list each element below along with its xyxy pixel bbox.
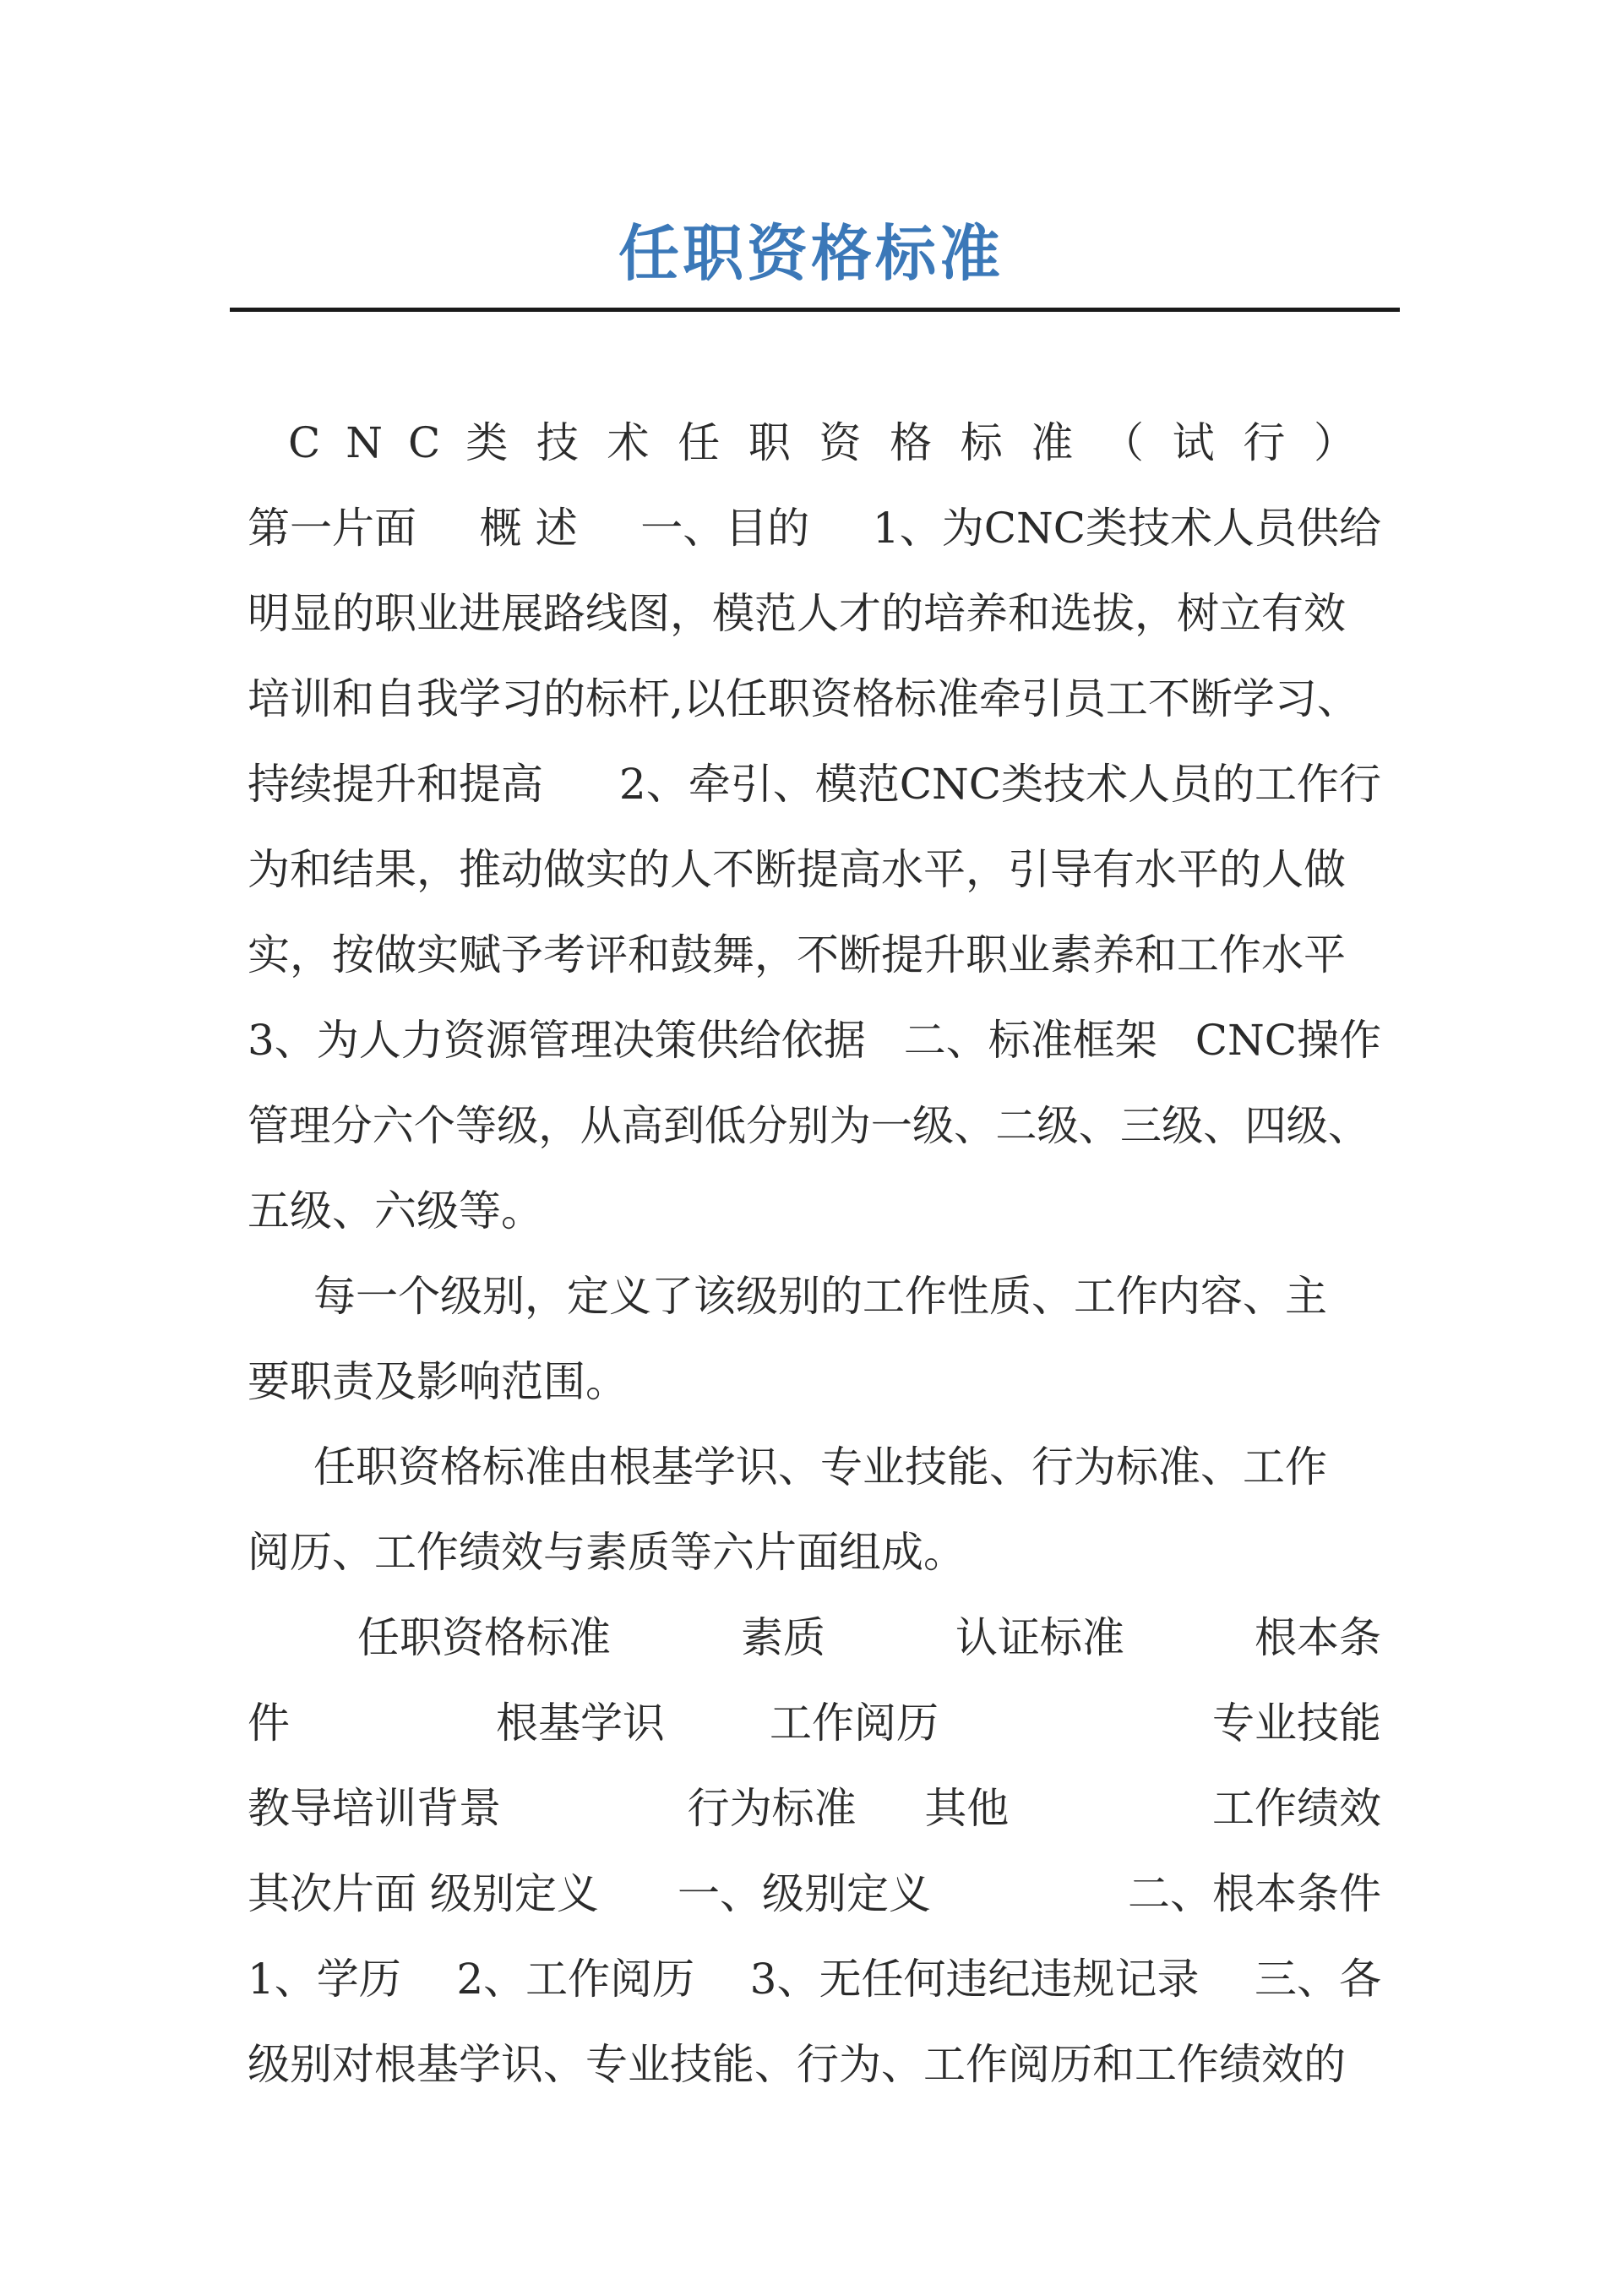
line-segment: 其次片面 级别定义 [248,1869,599,1918]
line-segment: 每一个级别，定义了该级别的工作性质、工作内容、主 [313,1272,1327,1321]
line-segment: 术 [607,418,675,467]
line-segment: 一、级别定义 [677,1869,931,1918]
line-segment: ） [1313,418,1381,467]
document-body [248,401,1381,2108]
body-line [248,401,1381,486]
title-divider [230,308,1400,312]
body-line [248,571,1381,657]
body-line [248,1169,1381,1254]
line-segment: 资 [819,418,887,467]
line-segment: 一、目的 [640,504,810,553]
line-segment: 行为标准 [687,1784,857,1833]
line-segment: 素质 [741,1613,825,1662]
line-segment: 第一片面 [248,504,416,553]
line-segment: 3、无任何违纪违规记录 [749,1955,1200,2004]
line-segment: 要职责及影响范围。 [248,1357,628,1406]
line-segment: CNC类 [288,418,534,467]
body-line [248,827,1381,913]
body-line [248,742,1381,827]
body-line [248,1595,1381,1681]
body-line [248,2022,1381,2108]
line-segment: 五级、六级等。 [248,1186,543,1235]
line-segment: CNC操作 [1195,1016,1381,1065]
document-title: 任职资格标准 [618,217,1004,289]
line-segment: 培训和自我学习的标杆,以任职资格标准牵引员工不断学习、 [248,674,1359,723]
line-segment: 认证标准 [955,1613,1124,1662]
line-segment: 1、为CNC类技术人员供给 [872,504,1381,553]
line-segment: 其他 [924,1784,1010,1833]
line-segment: 职 [748,418,816,467]
line-segment: 任 [678,418,746,467]
line-segment: 根基学识 [496,1699,665,1748]
body-line [248,1254,1381,1339]
line-segment: 三、各 [1254,1955,1381,2004]
line-segment: 二、标准框架 [903,1016,1157,1065]
body-line [248,1425,1381,1510]
line-segment: 为和结果，推动做实的人不断提高水平，引导有水平的人做 [248,845,1346,894]
line-segment: 行 [1243,418,1311,467]
body-line [248,1083,1381,1169]
body-line [248,1510,1381,1595]
line-segment: 标 [960,418,1028,467]
line-segment: 概 述 [479,504,578,553]
line-segment: 任职资格标准 [357,1613,611,1662]
line-segment: 根本条 [1255,1613,1381,1662]
body-line [248,1937,1381,2022]
line-segment: 教导培训背景 [248,1784,501,1833]
line-segment: 准 [1031,418,1099,467]
body-line [248,1339,1381,1425]
line-segment: 明显的职业进展路线图，模范人才的培养和选拔，树立有效 [248,589,1346,638]
line-segment: 技 [536,418,604,467]
line-segment: 件 [248,1699,290,1748]
line-segment: 实，按做实赋予考评和鼓舞，不断提升职业素养和工作水平 [248,930,1346,979]
line-segment: 3、为人力资源管理决策供给依据 [248,1016,866,1065]
line-segment: 工作绩效 [1211,1784,1381,1833]
line-segment: 专业技能 [1212,1699,1381,1748]
body-line [248,657,1381,742]
body-line [248,1852,1381,1937]
line-segment: 任职资格标准由根基学识、专业技能、行为标准、工作 [313,1442,1327,1492]
line-segment: 格 [890,418,958,467]
line-segment: 级别对根基学识、专业技能、行为、工作阅历和工作绩效的 [248,2040,1346,2089]
line-segment: 1、学历 [248,1955,401,2004]
line-segment: 持续提升和提高 [248,760,543,809]
body-line [248,486,1381,571]
body-line [248,998,1381,1083]
line-segment: 阅历、工作绩效与素质等六片面组成。 [248,1528,966,1577]
line-segment: 试 [1172,418,1240,467]
line-segment: 工作阅历 [770,1699,939,1748]
line-segment: 2、牵引、模范CNC类技术人员的工作行 [618,760,1381,809]
line-segment: 二、根本条件 [1128,1869,1381,1918]
body-line [248,913,1381,998]
line-segment: （ [1102,418,1170,467]
body-line [248,1766,1381,1852]
line-segment: 管理分六个等级，从高到低分别为一级、二级、三级、四级、 [248,1101,1370,1150]
line-segment: 2、工作阅历 [456,1955,695,2004]
body-line [248,1681,1381,1766]
